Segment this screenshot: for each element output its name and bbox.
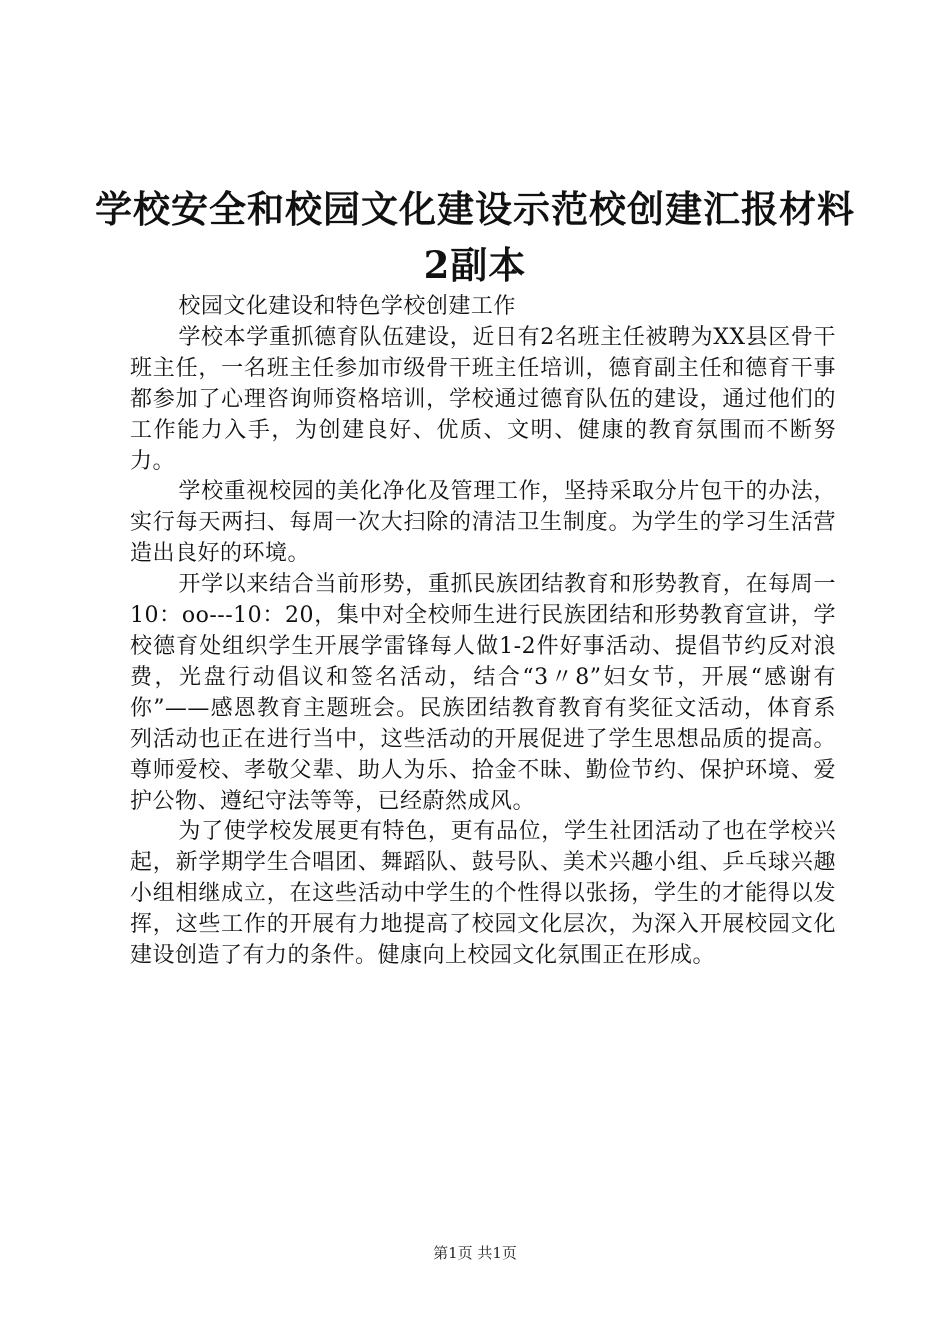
document-title-line-2: 2副本 [423, 243, 527, 287]
document-title-line-1: 学校安全和校园文化建设示范校创建汇报材料 [95, 187, 855, 231]
paragraph-moral-education-team: 学校本学重抓德育队伍建设，近日有2名班主任被聘为XX县区骨干班主任，一名班主任参加市级骨干班主任培训，德育副主任和德育干事都参加了心理咨询师资格培训，学校通过德育队伍的建设，通过他们的工作能力入手，为创建良好、优质、文明、健康的教育氛围而不断努力。 [130, 324, 836, 474]
page-footer: 第1页 共1页 [433, 1244, 517, 1262]
paragraph-campus-cleaning: 学校重视校园的美化净化及管理工作，坚持采取分片包干的办法，实行每天两扫、每周一次大扫除的清洁卫生制度。为学生的学习生活营造出良好的环境。 [130, 479, 836, 567]
paragraph-ethnic-unity-education: 开学以来结合当前形势，重抓民族团结教育和形势教育，在每周一10：oo---10：20，集中对全校师生进行民族团结和形势教育宣讲，学校德育处组织学生开展学雷锋每人做1-2件好事活动、提倡节约反对浪费，光盘行动倡议和签名活动，结合“3〃8”妇女节，开展“感谢有你”——感恩教育主题班会。民族团结教育教育有奖征文活动，体育系列活动也正在进行当中，这些活动的开展促进了学生思想品质的提高。尊师爱校、孝敬父辈、助人为乐、拾金不昧、勤俭节约、保护环境、爱护公物、遵纪守法等等，已经蔚然成风。 [130, 572, 836, 814]
paragraph-section-heading: 校园文化建设和特色学校创建工作 [178, 294, 516, 319]
paragraph-student-clubs: 为了使学校发展更有特色，更有品位，学生社团活动了也在学校兴起，新学期学生合唱团、舞蹈队、鼓号队、美术兴趣小组、乒乓球兴趣小组相继成立，在这些活动中学生的个性得以张扬，学生的才能得以发挥，这些工作的开展有力地提高了校园文化层次，为深入开展校园文化建设创造了有力的条件。健康向上校园文化氛围正在形成。 [130, 819, 836, 969]
document-body [130, 292, 836, 972]
